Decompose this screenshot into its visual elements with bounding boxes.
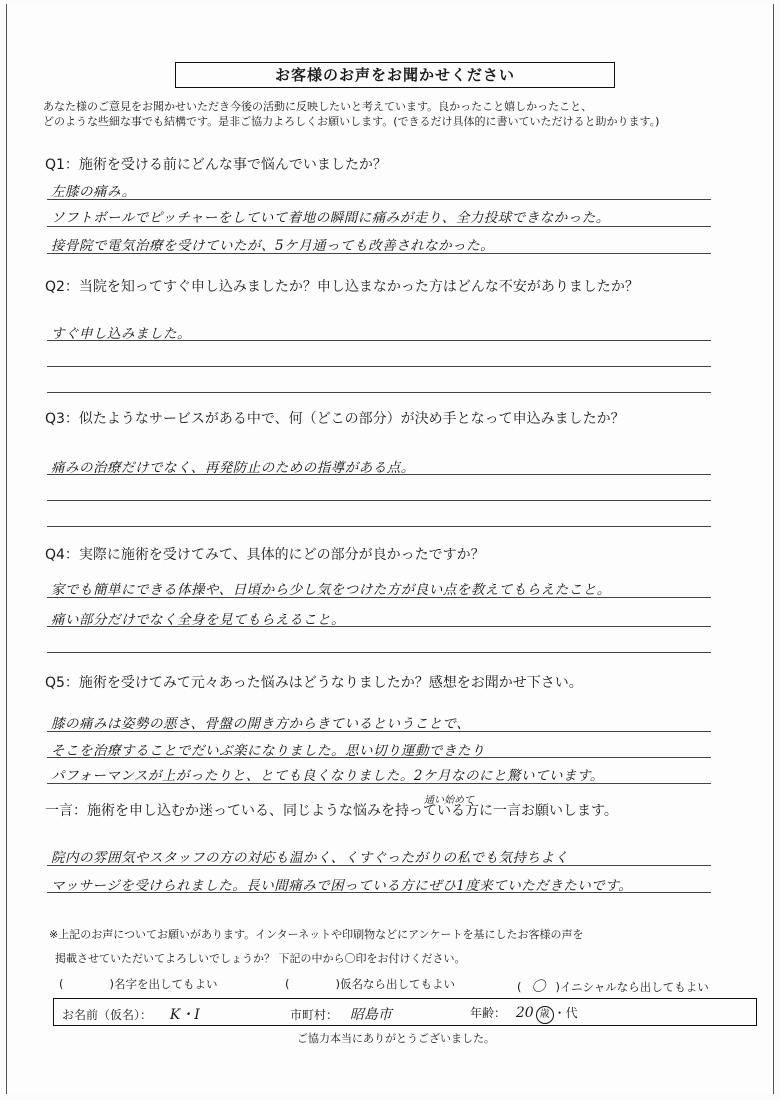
name-label: お名前（仮名）： <box>62 1008 153 1022</box>
question-hitokoto: 一言：施術を申し込むか迷っている、同じような悩みを持っている方に一言お願いします。 <box>45 803 618 819</box>
survey-sheet <box>6 4 774 1094</box>
answer-line: 痛い部分だけでなく全身を見てもらえること。 <box>51 612 345 628</box>
ruled-line <box>47 652 711 653</box>
name-value: K・I <box>169 1007 200 1023</box>
intro-text <box>43 99 763 129</box>
option-mark: 〇 <box>531 979 546 995</box>
answer-line: ソフトボールでピッチャーをしていて着地の瞬間に痛みが走り、全力投球できなかった。 <box>51 210 610 226</box>
ruled-line <box>47 226 711 227</box>
age-circle-mark: 歳 <box>536 1006 554 1024</box>
answer-line: 接骨院で電気治療を受けていたが、5ケ月通っても改善されなかった。 <box>51 238 495 254</box>
ruled-line <box>47 865 711 866</box>
question-5: Q5：施術を受けてみて元々あった悩みはどうなりましたか？感想をお聞かせ下さい。 <box>45 675 583 691</box>
answer-line: 家でも簡単にできる体操や、日頃から少し気をつけた方が良い点を教えてもらえたこと。 <box>51 582 611 598</box>
answer-line: マッサージを受けられました。長い間痛みで困っている方にぜひ1度来ていただきたいです。 <box>51 878 633 894</box>
answer-line: すぐ申し込みました。 <box>51 326 191 342</box>
age-label: 年齢： <box>470 1006 507 1020</box>
consent-option-initials[interactable]: ( 〇 )イニシャルなら出してもよい <box>517 976 709 996</box>
survey-title: お客様のお声をお聞かせください <box>175 62 615 88</box>
name-field <box>62 1004 200 1024</box>
question-3: Q3：似たようなサービスがある中で、何（どこの部分）が決め手となって申込みましたか？ <box>45 411 625 427</box>
consent-note-1: ※上記のお声についてお願いがあります。インターネットや印刷物などにアンケートを基にしたお客様の声を <box>49 928 584 941</box>
consent-option-surname[interactable]: ( )名字を出してもよい <box>59 977 218 991</box>
consent-note-2: 掲載させていただいてよろしいでしょうか？ 下記の中から〇印をお付けください。 <box>55 952 466 965</box>
ruled-line <box>47 783 711 784</box>
answer-line: 痛みの治療だけでなく、再発防止のための指導がある点。 <box>51 460 415 476</box>
question-4: Q4：実際に施術を受けてみて、具体的にどの部分が良かったですか？ <box>45 547 485 563</box>
inserted-note: 通い始めて <box>424 795 474 806</box>
option-label: )イニシャルなら出してもよい <box>555 980 709 994</box>
age-field <box>470 1004 578 1024</box>
ruled-line <box>47 892 711 893</box>
question-1: Q1：施術を受ける前にどんな事で悩んでいましたか？ <box>45 157 387 173</box>
respondent-info-box <box>53 998 757 1026</box>
ruled-line <box>47 731 711 732</box>
age-suffix: ・代 <box>553 1006 578 1020</box>
intro-line: あなた様のご意見をお聞かせいただき今後の活動に反映したいと考えています。良かったこと嬉しかったこと、 <box>43 100 593 113</box>
city-label: 市町村： <box>290 1008 339 1022</box>
city-value: 昭島市 <box>349 1007 392 1023</box>
option-label: )仮名なら出してもよい <box>335 977 455 991</box>
ruled-line <box>47 526 711 527</box>
answer-line: 院内の雰囲気やスタッフの方の対応も温かく、くすぐったがりの私でも気持ちよく <box>51 850 569 866</box>
city-field <box>290 1004 392 1024</box>
ruled-line <box>47 597 711 598</box>
ruled-line <box>47 757 711 758</box>
ruled-line <box>47 199 711 200</box>
ruled-line <box>47 626 711 627</box>
question-2: Q2：当院を知ってすぐ申し込みましたか？申し込まなかった方はどんな不安がありましたか？ <box>45 279 639 295</box>
ruled-line <box>47 392 711 393</box>
ruled-line <box>47 366 711 367</box>
answer-line: そこを治療することでだいぶ楽になりました。思い切り運動できたり <box>51 743 485 759</box>
ruled-line <box>47 474 711 475</box>
ruled-line <box>47 253 711 254</box>
ruled-line <box>47 500 711 501</box>
intro-line: どのような些細な事でも結構です。是非ご協力よろしくお願いします。(できるだけ具体的に書いていただけると助かります。) <box>43 115 660 128</box>
consent-option-pseudonym[interactable]: ( )仮名なら出してもよい <box>285 977 455 991</box>
thanks-text: ご協力本当にありがとうございました。 <box>297 1032 495 1045</box>
age-value: 20 <box>515 1005 534 1021</box>
answer-line: 左膝の痛み。 <box>51 184 136 200</box>
option-label: )名字を出してもよい <box>109 977 218 991</box>
ruled-line <box>47 340 711 341</box>
answer-line: パフォーマンスが上がったりと、とても良くなりました。2ケ月なのにと驚いています。 <box>51 768 604 784</box>
answer-line: 膝の痛みは姿勢の悪さ、骨盤の開き方からきているということで、 <box>51 716 471 732</box>
